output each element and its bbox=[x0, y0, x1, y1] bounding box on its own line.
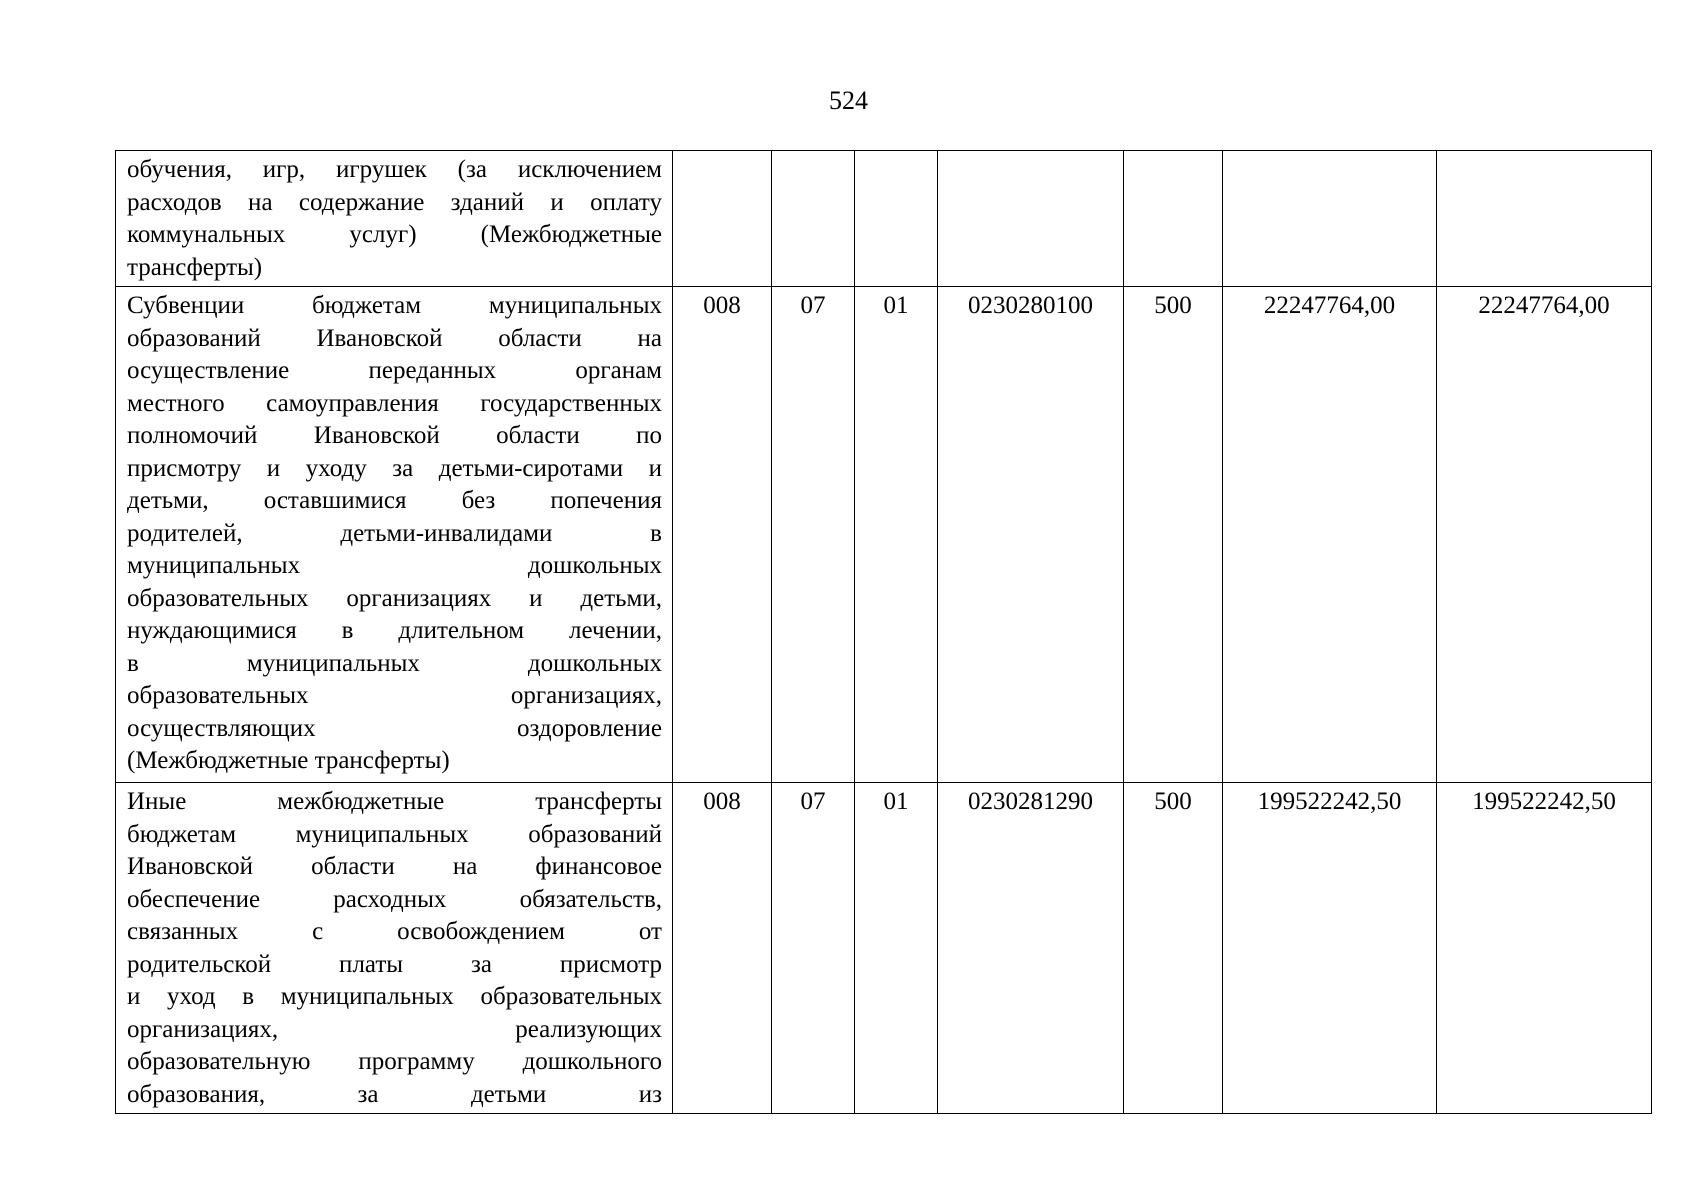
description-line: образовательную программу дошкольного bbox=[127, 1048, 662, 1075]
expense-type-cell: 500 bbox=[1124, 783, 1223, 1114]
description-line: организациях, реализующих bbox=[127, 1015, 662, 1043]
page-number: 524 bbox=[829, 86, 868, 115]
description-line: в муниципальных дошкольных bbox=[127, 649, 662, 677]
description-line: образовательных организациях, bbox=[127, 682, 662, 709]
description-line: расходов на содержание зданий и оплату bbox=[127, 188, 662, 216]
description-line: образований Ивановской области на bbox=[127, 324, 662, 352]
description-line: коммунальных услуг) (Межбюджетные bbox=[127, 221, 662, 248]
description-line: обучения, игр, игрушек (за исключением bbox=[127, 156, 662, 183]
ministry-code-cell: 008 bbox=[673, 783, 772, 1114]
expense-type-cell bbox=[1124, 151, 1223, 287]
amount-2-cell bbox=[1437, 151, 1652, 287]
description-line: и уход в муниципальных образовательных bbox=[127, 983, 662, 1010]
budget-table bbox=[115, 150, 1652, 1114]
amount-2-cell: 22247764,00 bbox=[1437, 287, 1652, 783]
description-cell bbox=[116, 287, 673, 783]
target-article-cell: 0230280100 bbox=[938, 287, 1124, 783]
description-cell bbox=[116, 783, 673, 1114]
description-line: Иные межбюджетные трансферты bbox=[127, 788, 662, 815]
description-line: нуждающимися в длительном лечении, bbox=[127, 617, 662, 644]
description-line: бюджетам муниципальных образований bbox=[127, 820, 662, 848]
table-row bbox=[116, 783, 1652, 1114]
description-line: осуществление переданных органам bbox=[127, 357, 662, 384]
section-code-cell bbox=[772, 151, 855, 287]
description-line: местного самоуправления государственных bbox=[127, 389, 662, 417]
ministry-code-cell bbox=[673, 151, 772, 287]
description-line: обеспечение расходных обязательств, bbox=[127, 885, 662, 913]
description-line: трансферты) bbox=[127, 253, 263, 281]
table-row bbox=[116, 287, 1652, 783]
description-line: образования, за детьми из bbox=[127, 1080, 662, 1108]
description-line: образовательных организациях и детьми, bbox=[127, 584, 662, 612]
target-article-cell: 0230281290 bbox=[938, 783, 1124, 1114]
amount-1-cell: 22247764,00 bbox=[1223, 287, 1437, 783]
description-line: (Межбюджетные трансферты) bbox=[127, 747, 450, 774]
section-code-cell: 07 bbox=[772, 783, 855, 1114]
description-cell bbox=[116, 151, 673, 287]
description-line: родительской платы за присмотр bbox=[127, 950, 662, 978]
description-line: Субвенции бюджетам муниципальных bbox=[127, 292, 662, 319]
description-line: осуществляющих оздоровление bbox=[127, 714, 662, 742]
description-line: Ивановской области на финансовое bbox=[127, 853, 662, 880]
amount-2-cell: 199522242,50 bbox=[1437, 783, 1652, 1114]
description-line: полномочий Ивановской области по bbox=[127, 422, 662, 449]
description-line: муниципальных дошкольных bbox=[127, 552, 662, 579]
ministry-code-cell: 008 bbox=[673, 287, 772, 783]
subsection-code-cell bbox=[855, 151, 938, 287]
subsection-code-cell: 01 bbox=[855, 783, 938, 1114]
description-line: родителей, детьми-инвалидами в bbox=[127, 519, 662, 547]
description-line: присмотру и уходу за детьми-сиротами и bbox=[127, 454, 662, 482]
description-line: связанных с освобождением от bbox=[127, 918, 662, 945]
subsection-code-cell: 01 bbox=[855, 287, 938, 783]
expense-type-cell: 500 bbox=[1124, 287, 1223, 783]
amount-1-cell: 199522242,50 bbox=[1223, 783, 1437, 1114]
description-line: детьми, оставшимися без попечения bbox=[127, 487, 662, 514]
table-row bbox=[116, 151, 1652, 287]
amount-1-cell bbox=[1223, 151, 1437, 287]
target-article-cell bbox=[938, 151, 1124, 287]
section-code-cell: 07 bbox=[772, 287, 855, 783]
